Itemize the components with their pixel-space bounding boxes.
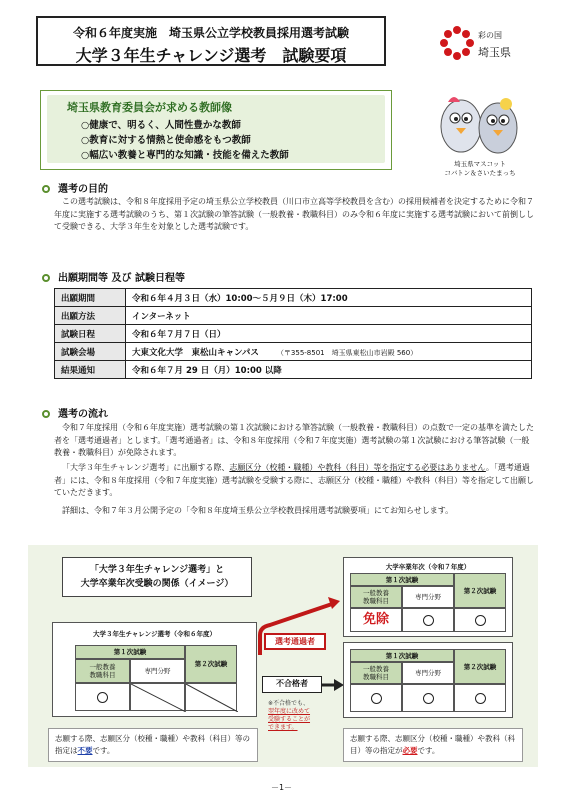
- circle-mark-icon: [423, 615, 434, 626]
- saitama-logo: [440, 22, 540, 68]
- schedule-row: [55, 307, 532, 325]
- circle-mark-icon: [371, 693, 382, 704]
- schedule-value: [126, 361, 532, 379]
- right-specialty-header: 専門分野: [402, 586, 454, 608]
- left-second-cell: [185, 683, 237, 711]
- right2-general-header: 一般教養 教職科目: [350, 662, 402, 684]
- right2-second-mark: [454, 684, 506, 712]
- logo-text-2: 埼玉県: [478, 46, 511, 59]
- purpose-text: この選考試験は、令和８年度採用予定の埼玉県公立学校教員（川口市立高等学校教員を含む）の採用候補者を決定するために令和７年度に実施する選考試験のうち、第１次試験の筆答試験（一般教養・教職科目）のみ令和６年度に実施する選考試験において前倒しして受験できる、大学３年生を対象とした選考試験です。: [54, 197, 534, 231]
- schedule-row: [55, 325, 532, 343]
- diagram-title-2: 大学卒業年次受験の関係（イメージ）: [80, 579, 234, 589]
- schedule-value: [126, 343, 532, 361]
- vision-item: ○幅広い教養と専門的な知識・技能を備えた教師: [81, 150, 289, 161]
- circle-mark-icon: [475, 693, 486, 704]
- diagonal-line-icon: [186, 684, 238, 712]
- left-note-emphasis: 不要: [77, 746, 93, 755]
- left-specialty-header: 専門分野: [130, 659, 185, 683]
- left-general-mark: [75, 683, 130, 711]
- right-note-c: です。: [417, 746, 440, 755]
- left-note-a: 志願する際、志願区分（校種・職種）や教科（科目）等の指定は: [55, 734, 250, 755]
- left-note: [48, 728, 258, 762]
- right-second-test-header: 第２次試験: [454, 573, 506, 608]
- fail-note-1: ※不合格でも、: [268, 700, 310, 707]
- fail-label: 不合格者: [262, 676, 322, 693]
- title-line-1: 令和６年度実施 埼玉県公立学校教員採用選考試験: [72, 26, 349, 40]
- title-line-2: 大学３年生チャレンジ選考 試験要項: [75, 46, 347, 65]
- schedule-value-text: 令和６年７月７日（日）: [132, 329, 226, 340]
- teacher-vision-box: [40, 90, 392, 170]
- vision-item: ○健康で、明るく、人間性豊かな教師: [81, 120, 241, 131]
- section-title: 選考の目的: [58, 184, 108, 195]
- right-test-box-fail: [343, 642, 513, 718]
- logo-mark-icon: [440, 24, 474, 64]
- left-specialty-cell: [130, 683, 185, 711]
- mascot-caption-2: コバトン＆さいたまっち: [444, 169, 516, 177]
- diagonal-line-icon: [131, 684, 186, 712]
- right2-first-test-header: 第１次試験: [350, 649, 454, 662]
- left-first-test-header: 第１次試験: [75, 645, 185, 659]
- section-flow-heading: [42, 405, 108, 420]
- schedule-row: [55, 343, 532, 361]
- diagram-title-box: [62, 557, 252, 597]
- schedule-table: [54, 288, 532, 379]
- fail-note: [268, 700, 338, 732]
- schedule-value-text: インターネット: [132, 311, 191, 322]
- schedule-label: 結果通知: [55, 361, 126, 379]
- pass-label: 選考通過者: [264, 633, 326, 650]
- right2-specialty-mark: [402, 684, 454, 712]
- section-title: 出願期間等 及び 試験日程等: [58, 273, 185, 284]
- logo-text-1: 彩の国: [478, 31, 502, 40]
- schedule-row: [55, 361, 532, 379]
- schedule-label: 出願期間: [55, 289, 126, 307]
- section-schedule-heading: [42, 269, 185, 284]
- schedule-label: 試験日程: [55, 325, 126, 343]
- diagram-title-1: 「大学３年生チャレンジ選考」と: [89, 565, 225, 575]
- mascot-caption-1: 埼玉県マスコット: [454, 160, 506, 168]
- section-bullet-icon: [42, 274, 50, 282]
- section-purpose-heading: [42, 180, 108, 195]
- right-specialty-mark: [402, 608, 454, 632]
- right-second-mark: [454, 608, 506, 632]
- schedule-row: [55, 289, 532, 307]
- schedule-value-text: 令和６年７月 29 日（月）10:00 以降: [132, 365, 282, 376]
- schedule-address: （〒355-8501 埼玉県東松山市岩殿 560）: [276, 348, 418, 357]
- schedule-label: 出願方法: [55, 307, 126, 325]
- section-title: 選考の流れ: [58, 409, 108, 420]
- flow-p2-underlined: 志願区分（校種・職種）や教科（科目）等を指定する必要はありません: [229, 463, 486, 472]
- circle-mark-icon: [97, 692, 108, 703]
- left-box-title: 大学３年生チャレンジ選考（令和６年度）: [93, 630, 216, 638]
- right-note-emphasis: 必要: [402, 746, 418, 755]
- right2-specialty-header: 専門分野: [402, 662, 454, 684]
- flow-paragraph-2: [54, 462, 534, 500]
- left-test-box: [52, 622, 257, 717]
- flow-paragraph-3: 詳細は、令和７年３月公開予定の「令和８年度埼玉県公立学校教員採用選考試験要項」にてお知らせします。: [62, 506, 454, 515]
- vision-item: ○教育に対する情熱と使命感をもつ教師: [81, 135, 251, 146]
- schedule-value: [126, 289, 532, 307]
- right-test-box-pass: [343, 557, 513, 637]
- left-note-c: です。: [92, 746, 115, 755]
- section-bullet-icon: [42, 410, 50, 418]
- left-general-header: 一般教養 教職科目: [75, 659, 130, 683]
- schedule-value-text: 大東文化大学 東松山キャンパス: [132, 347, 259, 358]
- flow-paragraph-1: 令和７年度採用（令和６年度実施）選考試験の第１次試験における筆答試験（一般教養・教職科目）の点数で一定の基準を満たした者を「選考通過者」とします。「選考通過者」は、令和８年度採用（令和７年度実施）選考試験の第１次試験における筆答試験（一般教養・教職科目）が免除されます。: [54, 423, 534, 457]
- schedule-value: [126, 325, 532, 343]
- exempt-mark: 免除: [350, 608, 402, 632]
- right-first-test-header: 第１次試験: [350, 573, 454, 586]
- right-note: [343, 728, 523, 762]
- flow-p2-b: 。「選考通過者」には、令和８年度採用（令和７年度実施）選考試験を受験する際に、志願区分（校種・職種）や教科（科目）等を指定して出願していただきます。: [54, 463, 534, 497]
- section-bullet-icon: [42, 185, 50, 193]
- fail-note-4: できます。: [268, 724, 298, 731]
- schedule-value: [126, 307, 532, 325]
- right-box-title: 大学卒業年次（令和７年度）: [385, 563, 471, 571]
- left-second-test-header: 第２次試験: [185, 645, 237, 683]
- page-number: －1－: [270, 783, 293, 792]
- mascot-birds-icon: [426, 84, 536, 160]
- right2-general-mark: [350, 684, 402, 712]
- fail-note-3: 受験することが: [268, 716, 311, 723]
- fail-note-2: 翌年度に改めて: [268, 708, 311, 715]
- vision-title: 埼玉県教育委員会が求める教師像: [67, 101, 232, 114]
- title-box: [36, 16, 386, 66]
- right2-second-test-header: 第２次試験: [454, 649, 506, 684]
- circle-mark-icon: [475, 615, 486, 626]
- schedule-label: 試験会場: [55, 343, 126, 361]
- flow-p2-a: 「大学３年生チャレンジ選考」に出願する際、: [62, 463, 230, 472]
- circle-mark-icon: [423, 693, 434, 704]
- right-general-header: 一般教養 教職科目: [350, 586, 402, 608]
- schedule-value-text: 令和６年４月３日（水）10:00～５月９日（木）17:00: [132, 293, 348, 304]
- right-note-a: 志願する際、志願区分（校種・職種）や教科（科目）等の指定が: [350, 734, 515, 755]
- mascot-caption: [430, 160, 530, 178]
